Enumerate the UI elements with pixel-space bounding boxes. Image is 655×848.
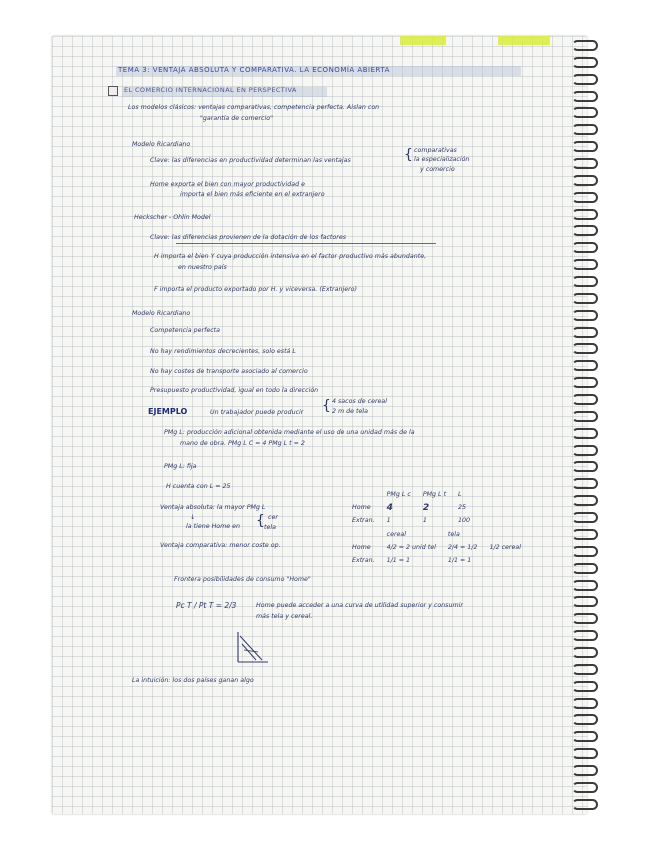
text-line: la especialización — [414, 156, 470, 163]
spiral-ring — [572, 445, 598, 456]
spiral-ring — [572, 40, 598, 51]
text-line: Home exporta el bien con mayor productividad e — [150, 181, 305, 188]
spiral-ring — [572, 698, 598, 709]
table-cell: 1/1 = 1 — [447, 557, 472, 564]
text-line: la tiene Home en — [186, 523, 241, 530]
table-cell: 1/1 = 1 — [386, 557, 411, 564]
table-cell: 1/2 cereal — [489, 544, 521, 551]
text-line: Los modelos clásicos: ventajas comparativas, competencia perfecta. Aislan con — [128, 104, 380, 111]
table-header: PMg L t — [422, 491, 447, 498]
list-item: No hay rendimientos decrecientes, solo está L — [150, 348, 296, 355]
table-cell: 2/4 = 1/2 — [447, 544, 478, 551]
list-item: Presupuesto productividad, igual en todo la dirección — [150, 387, 319, 394]
spiral-ring — [572, 681, 598, 692]
underline — [176, 243, 436, 244]
checkbox-mark — [108, 86, 118, 96]
table-cell: 4 — [386, 502, 393, 513]
productivity-table — [346, 488, 476, 527]
text-line: "garantía de comercio" — [200, 115, 274, 122]
text-line: y comercio — [420, 166, 455, 173]
example-label: EJEMPLO — [148, 407, 188, 416]
spiral-ring — [572, 495, 598, 506]
text-line: mano de obra. PMg L C = 4 PMg L t = 2 — [180, 440, 305, 447]
text-line: Clave: las diferencias en productividad determinan las ventajas — [150, 157, 351, 164]
brace: { — [322, 398, 331, 414]
spiral-ring — [572, 158, 598, 169]
text-line: 4 sacos de cereal — [332, 398, 388, 405]
list-item: Competencia perfecta — [150, 327, 221, 334]
spiral-ring — [572, 124, 598, 135]
spiral-ring — [572, 327, 598, 338]
opportunity-cost-table — [346, 528, 527, 567]
spiral-ring — [572, 765, 598, 776]
table-header — [346, 528, 381, 541]
spiral-ring — [572, 377, 598, 388]
text-line: más tela y cereal. — [256, 613, 313, 620]
text-line: Frontera posibilidades de consumo "Home" — [174, 576, 311, 583]
spiral-ring — [572, 546, 598, 557]
list-item: No hay costes de transporte asociado al comercio — [150, 368, 308, 375]
text-line: Ventaja comparativa: menor coste op. — [160, 542, 281, 549]
text-line: en nuestro país — [178, 264, 227, 271]
subheading: Modelo Ricardiano — [132, 141, 191, 148]
text-line: F importa el producto exportado por H. y viceversa. (Extranjero) — [154, 286, 357, 293]
highlight-tab — [498, 36, 550, 45]
spiral-ring — [572, 74, 598, 85]
table-cell — [483, 554, 527, 567]
text-line: cer — [268, 514, 278, 521]
table-cell: 2 — [422, 502, 430, 513]
text-line: H cuenta con L = 25 — [166, 483, 231, 490]
spiral-ring — [572, 259, 598, 270]
spiral-ring — [572, 91, 598, 102]
spiral-ring — [572, 394, 598, 405]
spiral-ring — [572, 647, 598, 658]
table-cell: Home — [352, 544, 371, 551]
table-cell: Home — [352, 504, 371, 511]
arrow: ↓ — [190, 514, 196, 521]
table-cell: 25 — [458, 504, 467, 511]
table-header: L — [458, 491, 462, 498]
spiral-ring — [572, 664, 598, 675]
spiral-ring — [572, 512, 598, 523]
spiral-ring — [572, 310, 598, 321]
spiral-ring — [572, 343, 598, 354]
table-header: cereal — [386, 531, 407, 538]
spiral-ring — [572, 799, 598, 810]
text-line: Home puede acceder a una curva de utilidad superior y consumir — [256, 602, 463, 609]
spiral-ring — [572, 141, 598, 152]
highlight-tab — [400, 36, 446, 45]
spiral-ring — [572, 192, 598, 203]
spiral-ring — [572, 782, 598, 793]
text-line: importa el bien más eficiente en el extranjero — [180, 191, 325, 198]
page-title: TEMA 3: VENTAJA ABSOLUTA Y COMPARATIVA. LA ECONOMÍA ABIERTA — [118, 66, 390, 74]
table-cell: 1 — [386, 517, 391, 524]
spiral-ring — [572, 580, 598, 591]
text-line: 2 m de tela — [332, 408, 368, 415]
table-cell: 4/2 = 2 unid tel — [386, 544, 436, 551]
section-heading: EL COMERCIO INTERNACIONAL EN PERSPECTIVA — [124, 86, 297, 94]
notebook-page — [52, 36, 587, 814]
spiral-ring — [572, 529, 598, 540]
table-cell: Extran. — [352, 517, 375, 524]
table-header — [346, 488, 381, 501]
spiral-ring — [572, 276, 598, 287]
spiral-ring — [572, 630, 598, 641]
spiral-ring — [572, 360, 598, 371]
brace: { — [404, 147, 413, 163]
subheading: Modelo Ricardiano — [132, 310, 191, 317]
formula: Pc T / Pt T = 2/3 — [176, 601, 237, 610]
spiral-ring — [572, 478, 598, 489]
spiral-ring — [572, 411, 598, 422]
text-line: PMg L: fija — [164, 463, 197, 470]
text-line: H importa el bien Y cuya producción intensiva en el factor productivo más abundante, — [154, 253, 427, 260]
table-cell: 100 — [458, 517, 471, 524]
spiral-ring — [572, 175, 598, 186]
text-line: PMg L: producción adicional obtenida mediante el uso de una unidad más de la — [164, 429, 415, 436]
table-header: tela — [447, 531, 460, 538]
table-cell: Extran. — [352, 557, 375, 564]
spiral-ring — [572, 242, 598, 253]
text-line: Un trabajador puede producir — [210, 409, 304, 416]
spiral-ring — [572, 293, 598, 304]
spiral-binding — [572, 40, 602, 810]
spiral-ring — [572, 209, 598, 220]
spiral-ring — [572, 225, 598, 236]
brace: { — [256, 513, 265, 529]
text-line: Ventaja absoluta: la mayor PMg L — [160, 504, 266, 511]
table-cell: 1 — [422, 517, 427, 524]
table-header: PMg L c — [386, 491, 411, 498]
subheading: Heckscher - Ohlin Model — [134, 214, 211, 221]
text-line: tela — [264, 524, 276, 531]
spiral-ring — [572, 613, 598, 624]
spiral-ring — [572, 461, 598, 472]
spiral-ring — [572, 596, 598, 607]
text-line: comparativas — [414, 147, 457, 154]
spiral-ring — [572, 748, 598, 759]
spiral-ring — [572, 428, 598, 439]
spiral-ring — [572, 107, 598, 118]
ppf-sketch — [232, 630, 272, 666]
spiral-ring — [572, 714, 598, 725]
text-line: La intuición: los dos países ganan algo — [132, 677, 254, 684]
spiral-ring — [572, 731, 598, 742]
text-line: Clave: las diferencias provienen de la dotación de los factores — [150, 234, 346, 241]
spiral-ring — [572, 563, 598, 574]
spiral-ring — [572, 57, 598, 68]
